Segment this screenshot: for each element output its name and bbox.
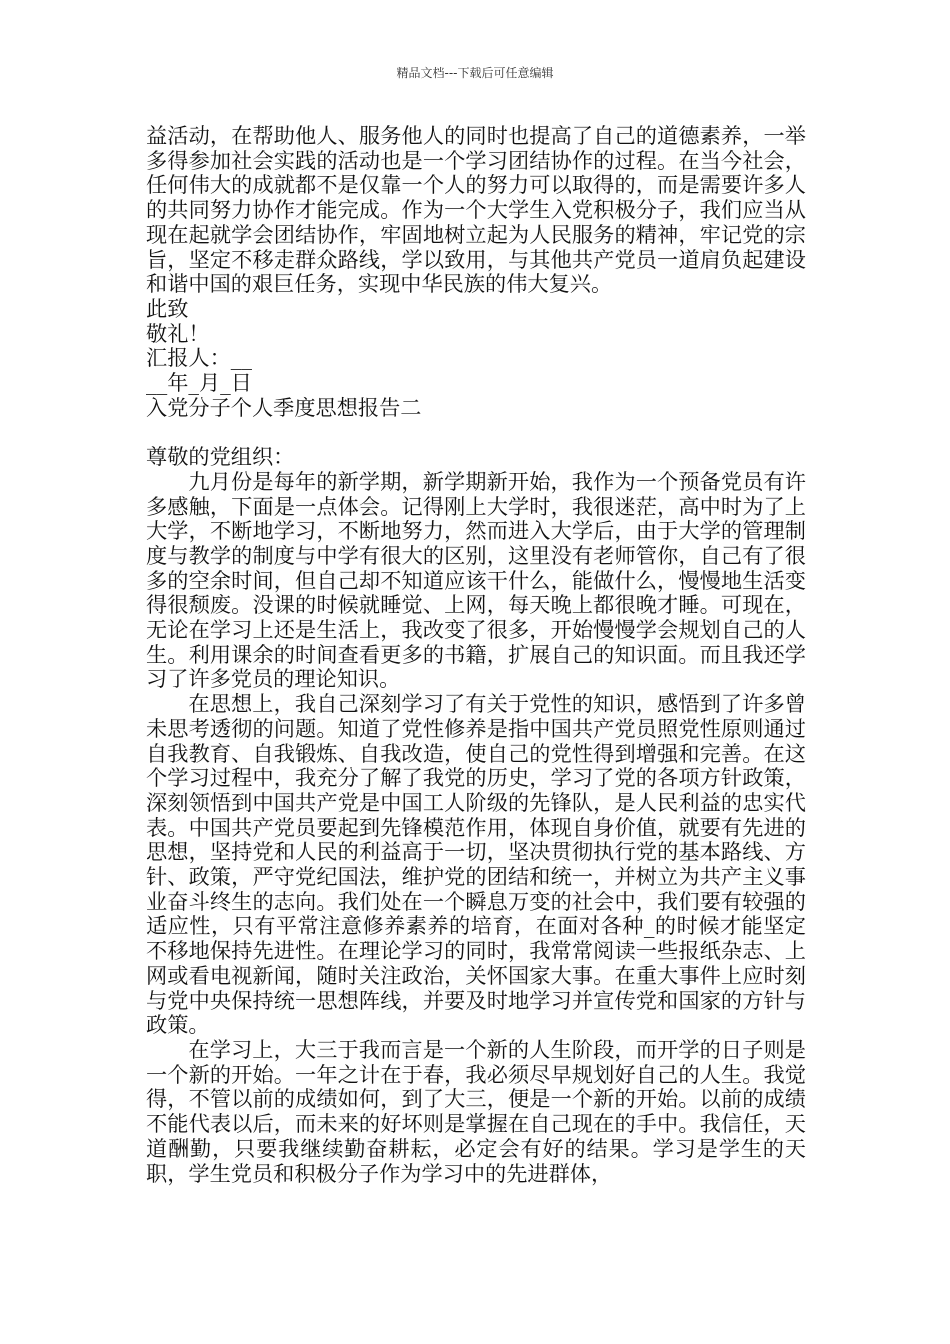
page-header: 精品文档---下载后可任意编辑 [396, 66, 554, 80]
salutation: 尊敬的党组织： [146, 444, 295, 470]
paragraph-continued: 益活动，在帮助他人、服务他人的同时也提高了自己的道德素养，一举多得参加社会实践的活动也是一个学习团结协作的过程。在当今社会，任何伟大的成就都不是仅靠一个人的努力可以取得的，而是需要许多人的共同努力协作才能完成。作为一个大学生入党积极分子，我们应当从现在起就学会团结协作，牢固地树立起为人民服务的精神，牢记党的宗旨，坚定不移走群众路线，学以致用，与其他共产党员一道肩负起建设和谐中国的艰巨任务，实现中华民族的伟大复兴。 [146, 123, 806, 297]
report-title: 入党分子个人季度思想报告二 [146, 394, 422, 420]
closing-greeting-2: 敬礼！ [146, 320, 210, 346]
paragraph-3: 在学习上，大三于我而言是一个新的人生阶段，而开学的日子则是一个新的开始。一年之计在于春，我必须尽早规划好自己的人生。我觉得，不管以前的成绩如何，到了大三，便是一个新的开始。以前的成绩不能代表以后，而未来的好坏则是掌握在自己现在的手中。我信任，天道酬勤，只要我继续勤奋耕耘，必定会有好的结果。学习是学生的天职，学生党员和积极分子作为学习中的先进群体， [146, 1037, 806, 1186]
reporter-line: 汇报人：__ [146, 345, 252, 371]
date-line: __年_月_日 [146, 370, 252, 396]
document-body [146, 124, 806, 1186]
closing-greeting-1: 此致 [146, 295, 189, 321]
blank-line [146, 420, 806, 445]
paragraph-1: 九月份是每年的新学期，新学期新开始，我作为一个预备党员有许多感触，下面是一点体会。记得刚上大学时，我很迷茫，高中时为了上大学，不断地学习，不断地努力，然而进入大学后，由于大学的管理制度与教学的制度与中学有很大的区别，这里没有老师管你，自己有了很多的空余时间，但自己却不知道应该干什么，能做什么，慢慢地生活变得很颓废。没课的时候就睡觉、上网，每天晚上都很晚才睡。可现在，无论在学习上还是生活上，我改变了很多，开始慢慢学会规划自己的人生。利用课余的时间查看更多的书籍，扩展自己的知识面。而且我还学习了许多党员的理论知识。 [146, 468, 806, 692]
paragraph-2: 在思想上，我自己深刻学习了有关于党性的知识，感悟到了许多曾未思考透彻的问题。知道了党性修养是指中国共产党员照党性原则通过自我教育、自我锻炼、自我改造，使自己的党性得到增强和完善。在这个学习过程中，我充分了解了我党的历史，学习了党的各项方针政策，深刻领悟到中国共产党是中国工人阶级的先锋队，是人民利益的忠实代表。中国共产党员要起到先锋模范作用，体现自身价值，就要有先进的思想，坚持党和人民的利益高于一切，坚决贯彻执行党的基本路线、方针、政策，严守党纪国法，维护党的团结和统一，并树立为共产主义事业奋斗终生的志向。我们处在一个瞬息万变的社会中，我们要有较强的适应性，只有平常注意修养素养的培育，在面对各种_的时候才能坚定不移地保持先进性。在理论学习的同时，我常常阅读一些报纸杂志、上网或看电视新闻，随时关注政治，关怀国家大事。在重大事件上应时刻与党中央保持统一思想阵线，并要及时地学习并宣传党和国家的方针与政策。 [146, 691, 806, 1038]
